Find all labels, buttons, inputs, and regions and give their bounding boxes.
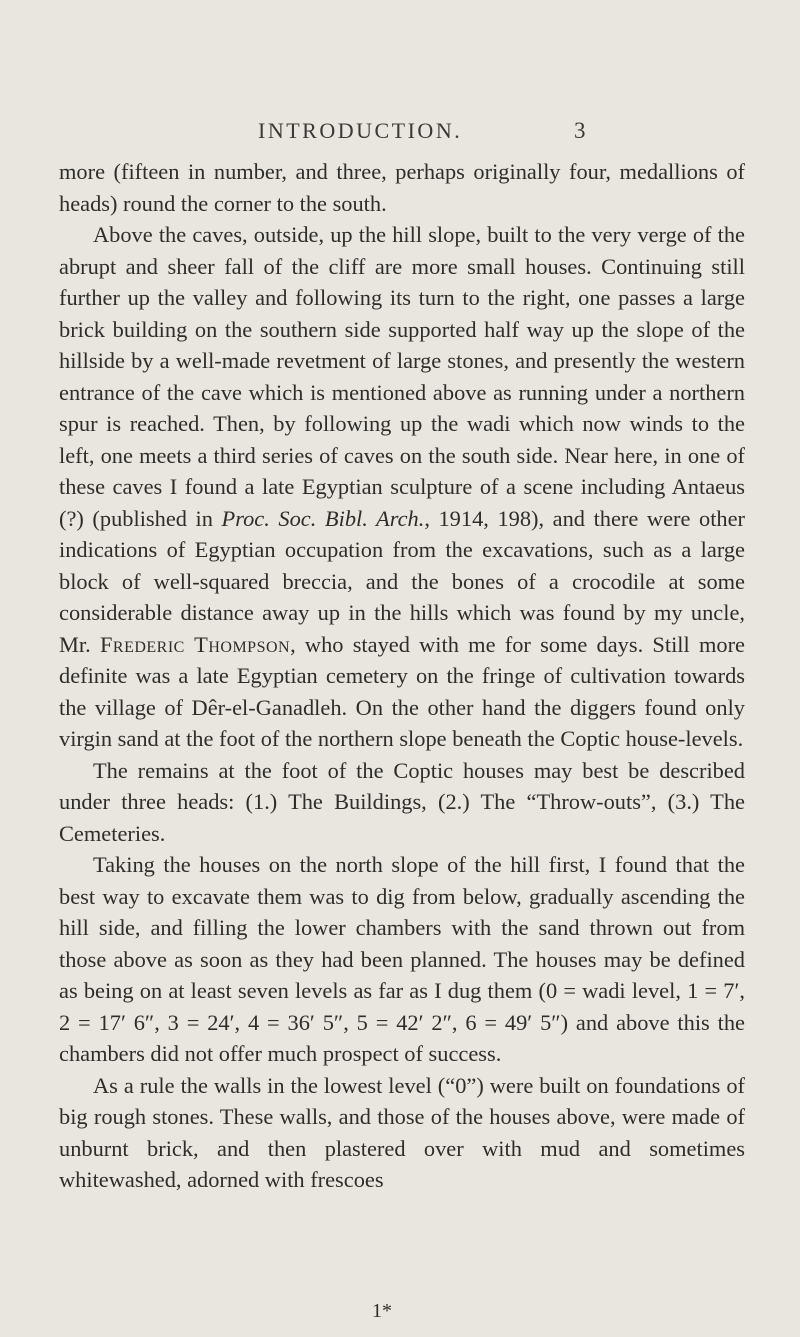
body-text — [59, 156, 745, 1196]
page-number: 3 — [574, 118, 586, 143]
paragraph-2-text-c: , who stayed with me for some days. Still more definite was a late Egyptian cemetery on the fringe of cultivation towards the village of Dêr-el-Ganadleh. On the other hand the diggers found only virgin sand at the foot of the northern slope beneath the Coptic house-levels. — [59, 631, 745, 751]
running-title: INTRODUCTION. — [258, 118, 463, 143]
running-head — [0, 118, 800, 148]
paragraph-2-text-b: , 1914, 198), and there were other indications of Egyptian occupation from the excavations, such as a large block of well-squared breccia, and the bones of a crocodile at some considerable distance away up in the hills which was found by my uncle, Mr. — [59, 505, 745, 657]
person-name: Frederic Thompson — [99, 631, 291, 657]
paragraph-5: As a rule the walls in the lowest level (“0”) were built on foundations of big rough stones. These walls, and those of the houses above, were made of unburnt brick, and then plastered over with mud and sometimes whitewashed, adorned with frescoes — [59, 1072, 745, 1192]
paragraph-2 — [59, 219, 745, 755]
paragraph-3: The remains at the foot of the Coptic houses may best be described under three heads: (1.) The Buildings, (2.) The “Throw-outs”, (3.) The Cemeteries. — [59, 757, 745, 846]
signature-mark: 1* — [372, 1300, 392, 1322]
journal-citation: Proc. Soc. Bibl. Arch. — [221, 505, 425, 531]
paragraph-1: more (fifteen in number, and three, perhaps originally four, medallions of heads) round the corner to the south. — [59, 159, 745, 216]
paragraph-2-text-a: Above the caves, outside, up the hill slope, built to the very verge of the abrupt and sheer fall of the cliff are more small houses. Continuing still further up the valley and following its turn to the right, one passes a large brick building on the southern side supported half way up the slope of the hillside by a well-made revetment of large stones, and presently the western entrance of the cave which is mentioned above as running under a northern spur is reached. Then, by following up the wadi which now winds to the left, one meets a third series of caves on the south side. Near here, in one of these caves I found a late Egyptian sculpture of a scene including Antaeus (?) (published in — [59, 222, 745, 531]
paragraph-4: Taking the houses on the north slope of the hill first, I found that the best way to excavate them was to dig from below, gradually ascending the hill side, and filling the lower chambers with the sand thrown out from those above as soon as they had been planned. The houses may be defined as being on at least seven levels as far as I dug them (0 = wadi level, 1 = 7′, 2 = 17′ 6″, 3 = 24′, 4 = 36′ 5″, 5 = 42′ 2″, 6 = 49′ 5″) and above this the chambers did not offer much prospect of success. — [59, 852, 745, 1066]
